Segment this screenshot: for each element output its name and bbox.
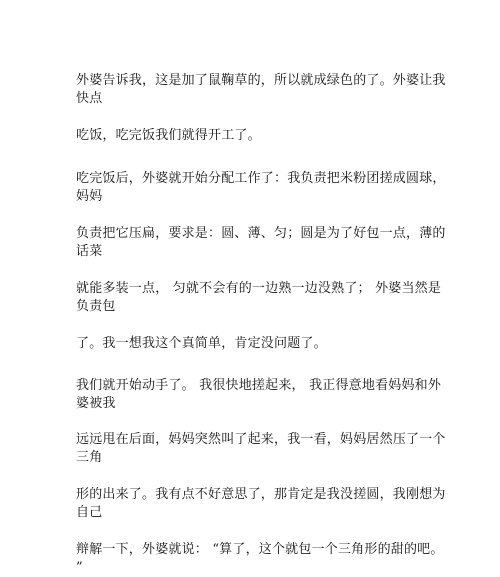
paragraph-line: 形的出来了。我有点不好意思了，那肯定是我没搓圆，我刚想为 [76,487,446,502]
paragraph-line: 了。我一想我这个真简单，肯定没问题了。 [76,336,327,351]
paragraph-line: ” [76,560,83,575]
paragraph-line: 吃饭，吃完饭我们就得开工了。 [76,128,261,143]
paragraph-line: 远远甩在后面，妈妈突然叫了起来，我一看，妈妈居然压了一个 [76,432,446,447]
paragraph-3 [76,170,446,206]
paragraph-7 [76,377,442,413]
paragraph-line: 负责把它压扁，要求是：圆、薄、匀；圆是为了好包一点，薄的 [76,226,446,241]
paragraph-8 [76,431,446,467]
paragraph-line: 外婆告诉我，这是加了鼠鞠草的，所以就成绿色的了。外婆让我 [76,73,446,88]
paragraph-line: 就能多装一点， 匀就不会有的一边熟一边没熟了； 外婆当然是 [76,281,442,296]
paragraph-1 [76,72,446,108]
paragraph-line: 负责包 [76,299,116,314]
paragraph-10 [76,541,444,577]
paragraph-line: 快点 [76,91,103,106]
paragraph-line: 自己 [76,505,103,520]
paragraph-line: 三角 [76,450,103,465]
paragraph-line: 婆被我 [76,396,116,411]
paragraph-2 [76,127,406,145]
paragraph-5 [76,280,442,316]
paragraph-line: 辩解一下，外婆就说： “算了，这个就包一个三角形的甜的吧。 [76,542,444,557]
paragraph-9 [76,486,446,522]
paragraph-line: 我们就开始动手了。 我很快地搓起来， 我正得意地看妈妈和外 [76,378,442,393]
paragraph-line: 话菜 [76,244,103,259]
paragraph-line: 吃完饭后，外婆就开始分配工作了：我负责把米粉团搓成圆球， [76,171,446,186]
paragraph-line: 妈妈 [76,189,103,204]
paragraph-4 [76,225,446,261]
paragraph-6 [76,335,406,353]
